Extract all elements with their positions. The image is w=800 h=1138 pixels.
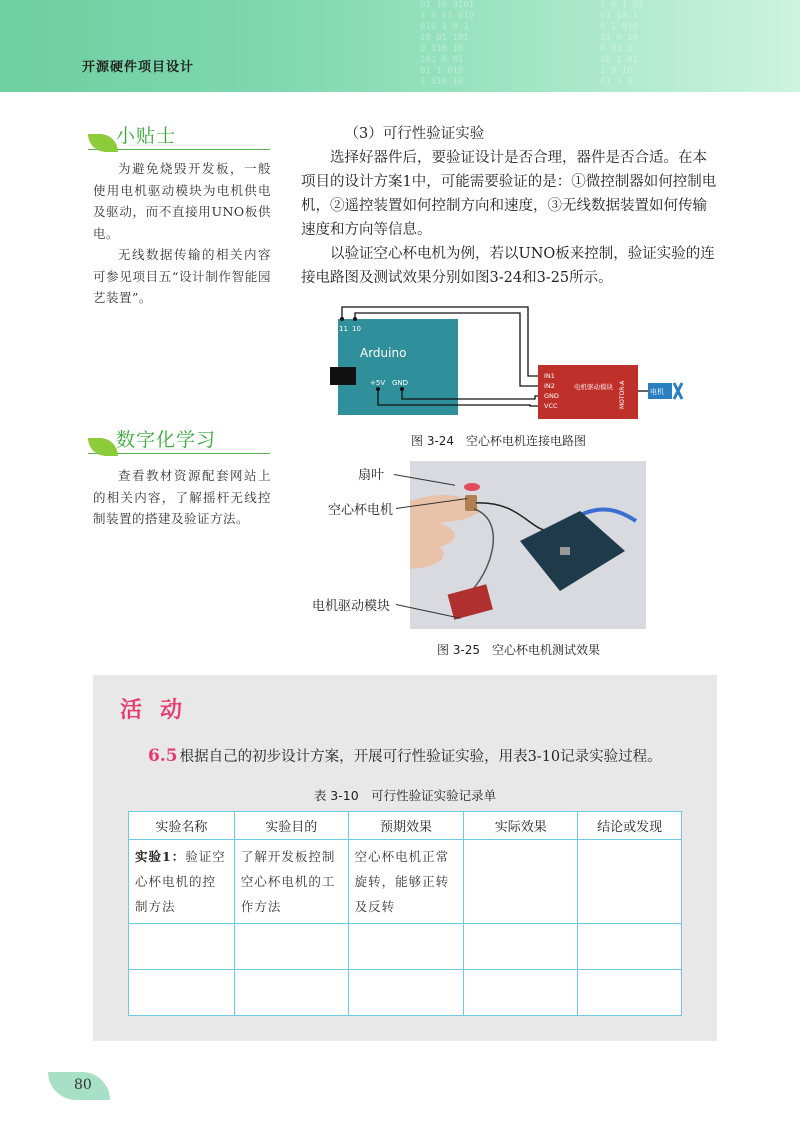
usb-port [330,367,356,385]
figure-caption-3-24: 图 3-24 空心杯电机连接电路图 [411,434,587,448]
pin-label: 10 [352,325,361,333]
record-table [128,811,682,1016]
cell-experiment-name[interactable] [129,970,235,1016]
cell-purpose[interactable] [234,970,348,1016]
table-row [129,924,682,970]
digital-learning-text [93,465,271,530]
circuit-diagram [330,305,686,423]
cell-expected[interactable]: 空心杯电机正常旋转，能够正转及反转 [348,840,464,924]
book-title: 开源硬件项目设计 [82,60,195,75]
tip-paragraph: 无线数据传输的相关内容可参见项目五“设计制作智能园艺装置”。 [93,247,271,305]
digital-paragraph: 查看教材资源配套网站上的相关内容，了解摇杆无线控制装置的搭建及验证方法。 [93,468,271,526]
task-text: 根据自己的初步设计方案，开展可行性验证实验，用表3-10记录实验过程。 [179,749,662,765]
cell-actual[interactable] [464,924,578,970]
cell-experiment-name[interactable] [129,924,235,970]
label-fan: 扇叶 [358,468,385,483]
experiment-number: 实验1： [135,849,186,864]
leaf-icon [88,438,118,456]
body-paragraph: 以验证空心杯电机为例，若以UNO板来控制，验证实验的连接电路图及测试效果分别如图3-24和3-25所示。 [301,246,715,286]
page-number: 80 [74,1077,92,1093]
column-header: 预期效果 [348,812,464,840]
label-motor: 空心杯电机 [328,503,394,518]
pin-label: GND [392,379,409,387]
pin-label: +5V [370,379,386,387]
column-header: 实验名称 [129,812,235,840]
pin-label: 11 [339,325,348,333]
header-band [0,0,800,92]
leaf-icon [88,134,118,152]
activity-box [93,675,717,1041]
activity-task [148,745,662,766]
body-paragraph: 选择好器件后，要验证设计是否合理，器件是否合适。在本项目的设计方案1中，可能需要验证的是：①微控制器如何控制电机，②遥控装置如何控制方向和速度，③无线数据装置如何传输速度和方向等信息。 [301,150,717,238]
driver-label: 电机驱动模块 [574,383,613,391]
table-row [129,840,682,924]
header-decoration-2: 1 0 1 01 01 10 1 0 1 010 11 0 10 0 01 1 10 1 01 1 0 10 01 1 0 [600,0,644,87]
experiment-name: 验证空心杯电机的控制方法 [135,849,226,914]
table-title: 表 3-10 可行性验证实验记录单 [313,788,497,803]
cell-purpose[interactable] [234,924,348,970]
tip-heading-label: 小贴士 [116,125,177,147]
cell-actual[interactable] [464,970,578,1016]
cell-purpose[interactable]: 了解开发板控制空心杯电机的工作方法 [234,840,348,924]
tip-heading [88,126,270,150]
cell-experiment-name[interactable] [129,840,235,924]
motor-port-label: MOTOR-A [619,380,626,409]
column-header: 实际效果 [464,812,578,840]
figure-caption-3-25: 图 3-25 空心杯电机测试效果 [437,643,601,657]
tip-paragraph: 为避免烧毁开发板，一般使用电机驱动模块为电机供电及驱动，而不直接用UNO板供电。 [93,161,271,241]
label-driver: 电机驱动模块 [312,599,391,614]
motor-label: 电机 [650,388,664,396]
driver-pin: IN2 [544,382,555,390]
task-number: 6.5 [148,746,178,766]
driver-pin: VCC [544,402,558,410]
digital-learning-heading [88,430,270,454]
column-header: 实验目的 [234,812,348,840]
table-row [129,970,682,1016]
activity-title: 活动 [120,698,201,723]
test-photo [410,461,646,629]
photo-illustration [410,461,646,629]
cell-conclusion[interactable] [578,924,682,970]
table-header-row [129,812,682,840]
driver-pin: GND [544,392,559,400]
driver-pin: IN1 [544,372,555,380]
arduino-label: Arduino [360,346,407,360]
cell-expected[interactable] [348,970,464,1016]
tip-text [93,158,271,309]
cell-conclusion[interactable] [578,840,682,924]
cell-expected[interactable] [348,924,464,970]
section-subheading: （3）可行性验证实验 [344,126,485,142]
cell-actual[interactable] [464,840,578,924]
column-header: 结论或发现 [578,812,682,840]
main-text [301,122,721,290]
digital-learning-label: 数字化学习 [116,429,217,451]
page-number-badge [48,1072,110,1100]
header-decoration: 01 10 0101 1 0 11 010 010 1 0 1 10 01 101 0 110 10 101 0 01 01 1 010 1 010 10 [420,0,475,87]
cell-conclusion[interactable] [578,970,682,1016]
